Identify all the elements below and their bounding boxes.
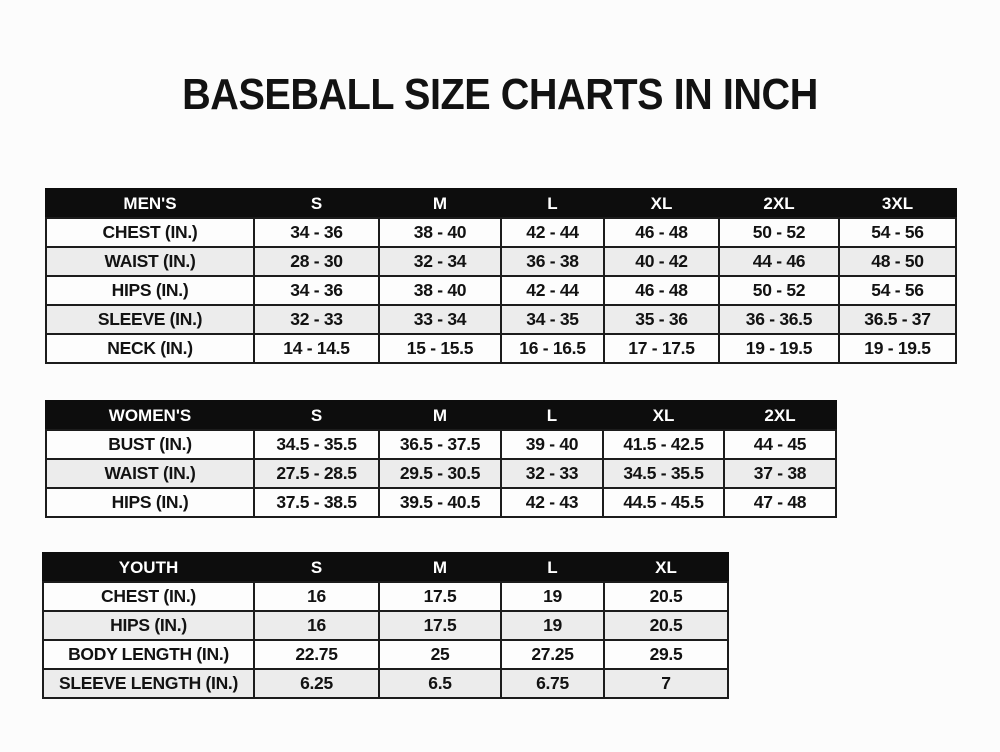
size-value: 38 - 40 [379,276,501,305]
size-value: 46 - 48 [604,276,719,305]
size-value: 39.5 - 40.5 [379,488,501,517]
table-row [43,640,728,669]
size-value: 35 - 36 [604,305,719,334]
row-label: CHEST (IN.) [46,218,254,247]
row-label: CHEST (IN.) [43,582,254,611]
size-value: 44.5 - 45.5 [603,488,724,517]
size-value: 39 - 40 [501,430,603,459]
size-value: 20.5 [604,582,728,611]
womens-size-table-section [45,400,837,518]
row-label: BUST (IN.) [46,430,254,459]
size-table-youth [42,552,729,699]
table-row [46,276,956,305]
column-header: L [501,553,604,582]
size-value: 16 - 16.5 [501,334,604,363]
size-value: 34 - 36 [254,276,379,305]
size-value: 34 - 36 [254,218,379,247]
column-header: 2XL [724,401,836,430]
column-header: XL [603,401,724,430]
table-row [43,582,728,611]
size-value: 36.5 - 37 [839,305,956,334]
size-value: 36.5 - 37.5 [379,430,501,459]
size-value: 50 - 52 [719,218,839,247]
size-value: 6.5 [379,669,501,698]
size-value: 20.5 [604,611,728,640]
table-row [46,334,956,363]
size-value: 44 - 45 [724,430,836,459]
size-value: 36 - 36.5 [719,305,839,334]
size-value: 44 - 46 [719,247,839,276]
size-value: 36 - 38 [501,247,604,276]
youth-size-table-section [42,552,729,699]
column-header: M [379,401,501,430]
column-header: S [254,401,379,430]
column-header: XL [604,189,719,218]
size-value: 33 - 34 [379,305,501,334]
table-row [46,218,956,247]
table-row [46,247,956,276]
size-value: 17 - 17.5 [604,334,719,363]
size-value: 29.5 - 30.5 [379,459,501,488]
size-value: 19 - 19.5 [839,334,956,363]
row-label: HIPS (IN.) [46,488,254,517]
table-row [46,430,836,459]
size-value: 15 - 15.5 [379,334,501,363]
size-value: 34.5 - 35.5 [603,459,724,488]
page-title: BASEBALL SIZE CHARTS IN INCH [182,70,818,119]
size-value: 38 - 40 [379,218,501,247]
size-value: 16 [254,582,379,611]
table-title-cell: YOUTH [43,553,254,582]
size-value: 27.25 [501,640,604,669]
table-row [46,459,836,488]
column-header: M [379,553,501,582]
size-value: 19 [501,582,604,611]
size-value: 42 - 44 [501,218,604,247]
row-label: WAIST (IN.) [46,247,254,276]
size-value: 32 - 33 [254,305,379,334]
column-header: M [379,189,501,218]
table-title-cell: WOMEN'S [46,401,254,430]
column-header: S [254,189,379,218]
size-value: 42 - 44 [501,276,604,305]
size-value: 47 - 48 [724,488,836,517]
size-value: 29.5 [604,640,728,669]
column-header: 2XL [719,189,839,218]
header-row [43,553,728,582]
size-value: 19 [501,611,604,640]
size-value: 50 - 52 [719,276,839,305]
table-row [46,488,836,517]
row-label: WAIST (IN.) [46,459,254,488]
size-value: 37 - 38 [724,459,836,488]
size-value: 32 - 33 [501,459,603,488]
size-value: 17.5 [379,611,501,640]
table-row [46,305,956,334]
size-value: 40 - 42 [604,247,719,276]
size-value: 27.5 - 28.5 [254,459,379,488]
header-row [46,401,836,430]
size-value: 16 [254,611,379,640]
column-header: XL [604,553,728,582]
size-value: 25 [379,640,501,669]
row-label: NECK (IN.) [46,334,254,363]
size-value: 7 [604,669,728,698]
size-value: 6.25 [254,669,379,698]
row-label: SLEEVE LENGTH (IN.) [43,669,254,698]
column-header: L [501,189,604,218]
size-value: 37.5 - 38.5 [254,488,379,517]
column-header: S [254,553,379,582]
size-value: 34.5 - 35.5 [254,430,379,459]
size-value: 46 - 48 [604,218,719,247]
size-table-womens [45,400,837,518]
column-header: L [501,401,603,430]
size-value: 42 - 43 [501,488,603,517]
row-label: HIPS (IN.) [43,611,254,640]
header-row [46,189,956,218]
size-value: 48 - 50 [839,247,956,276]
row-label: SLEEVE (IN.) [46,305,254,334]
row-label: BODY LENGTH (IN.) [43,640,254,669]
size-value: 54 - 56 [839,276,956,305]
size-value: 14 - 14.5 [254,334,379,363]
column-header: 3XL [839,189,956,218]
size-table-mens [45,188,957,364]
table-row [43,611,728,640]
row-label: HIPS (IN.) [46,276,254,305]
mens-size-table-section [45,188,957,364]
size-value: 54 - 56 [839,218,956,247]
size-value: 6.75 [501,669,604,698]
table-title-cell: MEN'S [46,189,254,218]
size-value: 22.75 [254,640,379,669]
size-value: 41.5 - 42.5 [603,430,724,459]
table-row [43,669,728,698]
size-value: 32 - 34 [379,247,501,276]
size-value: 28 - 30 [254,247,379,276]
size-value: 17.5 [379,582,501,611]
size-value: 34 - 35 [501,305,604,334]
size-value: 19 - 19.5 [719,334,839,363]
